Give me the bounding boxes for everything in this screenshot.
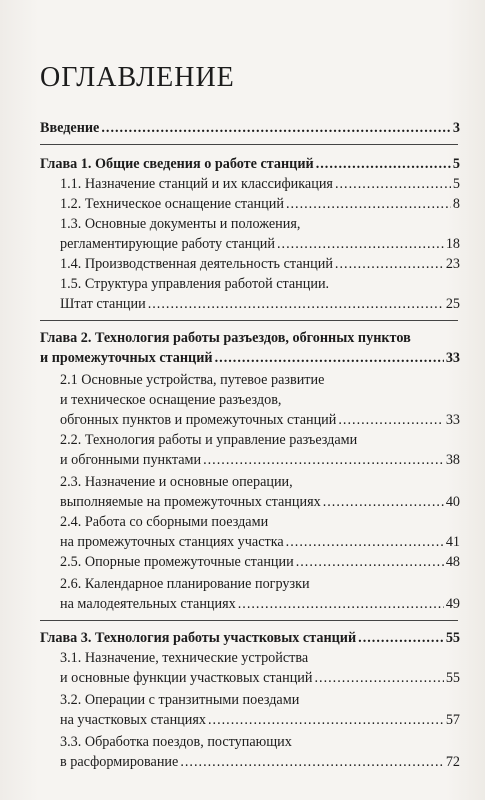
- toc-item-1-3[interactable]: [60, 234, 460, 254]
- item-page: 55: [445, 670, 460, 686]
- item-label-line: 2.3. Назначение и основные операции,: [60, 474, 293, 490]
- chapter-title: и промежуточных станций: [40, 350, 213, 366]
- item-page: 72: [445, 754, 460, 770]
- item-page: 41: [445, 534, 460, 550]
- toc-item-1-5[interactable]: [60, 294, 460, 314]
- chapter-page: 5: [452, 156, 460, 172]
- item-label: 1.2. Техническое оснащение станций: [60, 196, 284, 212]
- item-page: 49: [445, 596, 460, 612]
- item-label: на малодеятельных станциях: [60, 596, 236, 612]
- item-label: 1.1. Назначение станций и их классификация: [60, 176, 333, 192]
- toc-item-1-2[interactable]: [60, 194, 460, 214]
- leader-dots: [180, 752, 443, 772]
- leader-dots: [215, 348, 444, 368]
- leader-dots: [323, 492, 444, 512]
- leader-dots: [286, 194, 451, 214]
- item-label-line: 3.1. Назначение, технические устройства: [60, 650, 309, 666]
- toc-item-3-3[interactable]: [60, 752, 460, 772]
- leader-dots: [314, 668, 443, 688]
- toc-item-1-1[interactable]: [60, 174, 460, 194]
- toc-item-3-1[interactable]: [60, 668, 460, 688]
- toc-item-2-1[interactable]: [60, 410, 460, 430]
- leader-dots: [238, 594, 444, 614]
- chapter-title: Глава 1. Общие сведения о работе станций: [40, 156, 314, 172]
- item-label: выполняемые на промежуточных станциях: [60, 494, 321, 510]
- item-page: 40: [445, 494, 460, 510]
- chapter-title: Глава 3. Технология работы участковых станций: [40, 630, 357, 646]
- leader-dots: [335, 174, 451, 194]
- item-page: 48: [445, 554, 460, 570]
- divider: [40, 144, 458, 145]
- leader-dots: [335, 254, 444, 274]
- leader-dots: [148, 294, 444, 314]
- item-label: 2.5. Опорные промежуточные станции: [60, 554, 294, 570]
- item-page: 18: [445, 236, 460, 252]
- item-label-line: 2.1 Основные устройства, путевое развитие: [60, 372, 325, 388]
- item-label: регламентирующие работу станций: [60, 236, 275, 252]
- item-label-line: 2.6. Календарное планирование погрузки: [60, 576, 310, 592]
- divider: [40, 320, 458, 321]
- item-label: 1.4. Производственная деятельность станций: [60, 256, 333, 272]
- item-label-line: 1.5. Структура управления работой станции.: [60, 276, 330, 292]
- leader-dots: [316, 154, 451, 174]
- leader-dots: [296, 552, 444, 572]
- item-label-line: 3.2. Операции с транзитными поездами: [60, 692, 300, 708]
- item-label-line: 1.3. Основные документы и положения,: [60, 216, 301, 232]
- toc-chapter-2[interactable]: [40, 348, 460, 368]
- item-label-line: 2.4. Работа со сборными поездами: [60, 514, 269, 530]
- item-page: 23: [445, 256, 460, 272]
- toc-intro[interactable]: [40, 118, 460, 138]
- item-label-line: 3.3. Обработка поездов, поступающих: [60, 734, 292, 750]
- item-label-line: и техническое оснащение разъездов,: [60, 392, 282, 408]
- leader-dots: [358, 628, 444, 648]
- toc-item-2-5[interactable]: [60, 552, 460, 572]
- toc-item-1-4[interactable]: [60, 254, 460, 274]
- item-label: и основные функции участковых станций: [60, 670, 313, 686]
- chapter-page: 55: [445, 630, 460, 646]
- item-label: Штат станции: [60, 296, 146, 312]
- item-page: 25: [445, 296, 460, 312]
- toc-intro-label: Введение: [40, 120, 100, 136]
- item-page: 8: [452, 196, 460, 212]
- toc-chapter-3[interactable]: [40, 628, 460, 648]
- toc-item-2-2[interactable]: [60, 450, 460, 470]
- chapter-page: 33: [445, 350, 460, 366]
- toc-item-3-2[interactable]: [60, 710, 460, 730]
- toc-chapter-1[interactable]: [40, 154, 460, 174]
- leader-dots: [101, 118, 451, 138]
- item-label: на промежуточных станциях участка: [60, 534, 284, 550]
- leader-dots: [208, 710, 444, 730]
- toc-item-2-6[interactable]: [60, 594, 460, 614]
- leader-dots: [286, 532, 444, 552]
- item-label: на участковых станциях: [60, 712, 206, 728]
- item-label: в расформирование: [60, 754, 179, 770]
- item-label: обгонных пунктов и промежуточных станций: [60, 412, 337, 428]
- item-page: 38: [445, 452, 460, 468]
- leader-dots: [203, 450, 444, 470]
- item-label: и обгонными пунктами: [60, 452, 202, 468]
- item-page: 33: [445, 412, 460, 428]
- item-label-line: 2.2. Технология работы и управление разъездами: [60, 432, 358, 448]
- item-page: 5: [452, 176, 460, 192]
- leader-dots: [277, 234, 444, 254]
- divider: [40, 620, 458, 621]
- chapter-title-line: Глава 2. Технология работы разъездов, обгонных пунктов: [40, 330, 411, 346]
- page-title: ОГЛАВЛЕНИЕ: [40, 62, 235, 93]
- toc-item-2-4[interactable]: [60, 532, 460, 552]
- item-page: 57: [445, 712, 460, 728]
- toc-intro-page: 3: [452, 120, 460, 136]
- leader-dots: [338, 410, 443, 430]
- toc-item-2-3[interactable]: [60, 492, 460, 512]
